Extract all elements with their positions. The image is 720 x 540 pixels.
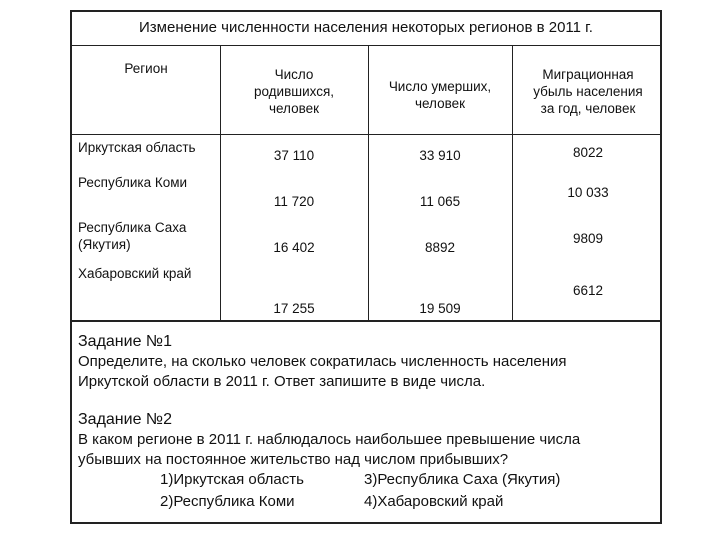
row-deaths: 8892: [424, 240, 456, 255]
header-migration: [512, 66, 664, 117]
row-migration: 10 033: [567, 185, 609, 200]
row-migration: 9809: [572, 231, 604, 246]
row-births: 16 402: [273, 240, 315, 255]
row-region: Иркутская область: [78, 140, 196, 155]
header-region: Регион: [124, 61, 168, 76]
header-deaths-line: человек: [414, 96, 466, 111]
task1-text: Определите, на сколько человек сократилась численность населения: [78, 353, 567, 370]
header-births-line: Число: [274, 67, 314, 82]
row-region: Республика Коми: [78, 175, 188, 190]
worksheet: [70, 10, 662, 524]
row-migration: 6612: [572, 283, 604, 298]
task1-text: Иркутской области в 2011 г. Ответ запишите в виде числа.: [78, 373, 486, 390]
header-births-line: родившихся,: [253, 84, 335, 99]
header-migration-line: Миграционная: [542, 67, 634, 82]
header-deaths: [368, 78, 512, 112]
task2-options: [78, 470, 654, 514]
row-region-line: (Якутия): [78, 237, 131, 252]
answer-option-1[interactable]: 1)Иркутская область: [160, 471, 304, 488]
header-migration-line: за год, человек: [540, 101, 636, 116]
task1-heading: Задание №1: [78, 333, 172, 350]
task2-heading: Задание №2: [78, 411, 172, 428]
row-region-line: Республика Саха: [78, 220, 187, 235]
header-births: [220, 66, 368, 117]
answer-option-3[interactable]: 3)Республика Саха (Якутия): [364, 471, 561, 488]
header-births-line: человек: [268, 101, 320, 116]
row-deaths: 33 910: [419, 148, 461, 163]
page-title: Изменение численности населения некоторых регионов в 2011 г.: [72, 12, 660, 46]
row-region: [78, 219, 186, 253]
header-migration-line: убыль населения: [533, 84, 643, 99]
population-table: [72, 46, 660, 320]
header-deaths-line: Число умерших,: [388, 79, 492, 94]
answer-option-4[interactable]: 4)Хабаровский край: [364, 493, 504, 510]
row-region: Хабаровский край: [78, 266, 192, 281]
task2-text: В каком регионе в 2011 г. наблюдалось наибольшее превышение числа: [78, 431, 581, 448]
row-deaths: 11 065: [419, 194, 461, 209]
row-migration: 8022: [572, 145, 604, 160]
row-deaths: 19 509: [419, 301, 461, 316]
row-births: 17 255: [273, 301, 315, 316]
row-births: 11 720: [273, 194, 315, 209]
row-births: 37 110: [273, 148, 315, 163]
answer-option-2[interactable]: 2)Республика Коми: [160, 493, 295, 510]
tasks-section: [72, 320, 660, 522]
task2-text: убывших на постоянное жительство над числом прибывших?: [78, 451, 509, 468]
table-divider: [72, 134, 660, 135]
